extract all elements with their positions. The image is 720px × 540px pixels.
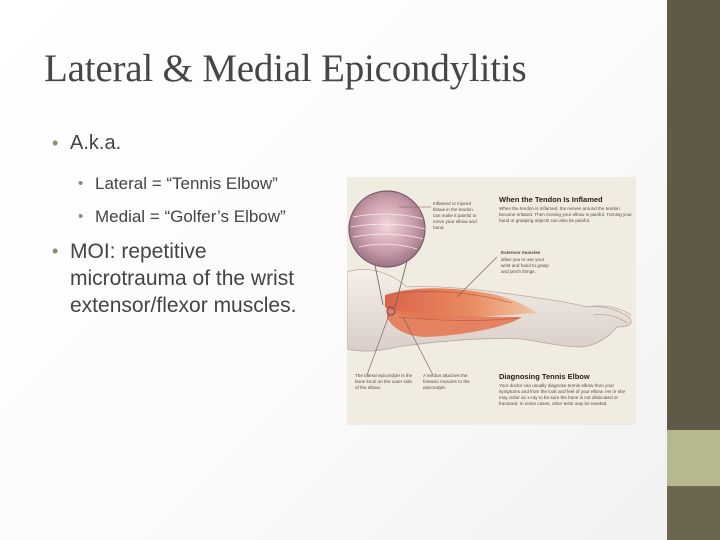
bullet-aka: • A.k.a. (52, 130, 322, 156)
slide-title: Lateral & Medial Epicondylitis (44, 47, 527, 90)
label-lateral-epicondyle: The lateral epicondyle is the bone knob on the outer side of the elbow. (355, 373, 413, 390)
label-injured-tissue: Inflamed or injured tissue in the tendon can make it painful to move your elbow and hand. (433, 201, 477, 230)
sidebar-accent-bottom (667, 486, 720, 540)
label-extensor-muscles: Extensor muscles (501, 250, 541, 255)
label-tendon: A tendon attaches the forearm muscles to the epicondyle. (423, 373, 470, 390)
bullet-list (52, 130, 322, 335)
label-extensor-description: allow you to use your wrist and hand to grasp and pinch things. (501, 257, 549, 274)
sidebar-accent-light (667, 430, 720, 486)
heading-inflamed: When the Tendon Is Inflamed (499, 195, 603, 204)
bullet-lateral: • Lateral = “Tennis Elbow” (78, 172, 322, 196)
bullet-moi: • MOI: repetitive microtrauma of the wrist extensor/flexor muscles. (52, 238, 322, 319)
heading-diagnosing: Diagnosing Tennis Elbow (499, 372, 590, 381)
sidebar-accent-dark (667, 0, 720, 430)
tennis-elbow-figure (347, 177, 636, 425)
paragraph-inflamed: When the tendon is inflamed, the nerves around the tendon become irritated. Then moving your elbow is painful. Turning your hand or grasping objects can also be painful. (499, 206, 632, 223)
bullet-medial: • Medial = “Golfer’s Elbow” (78, 205, 322, 229)
paragraph-diagnosing: Your doctor can usually diagnose tennis elbow from your symptoms and from the look and feel of your elbow. He or she may order an x-ray to be sure the bone is not dislocated or fractured. In some cases, other tests may be needed. (499, 383, 626, 406)
